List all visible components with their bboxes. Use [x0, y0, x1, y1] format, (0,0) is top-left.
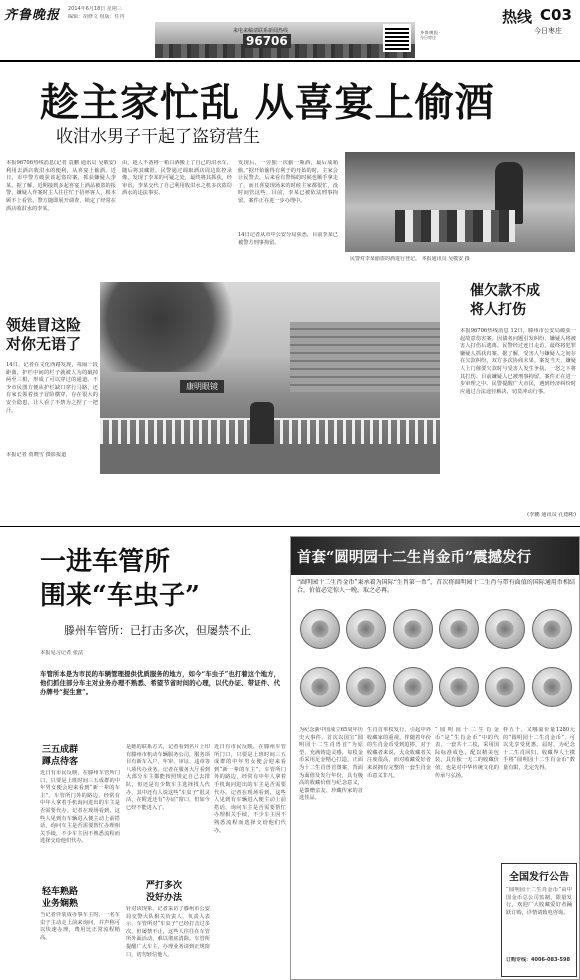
ad-headline: 首套“圆明园十二生肖金币”震撼发行	[297, 549, 532, 566]
newspaper-logo: 齐鲁晚报	[4, 8, 61, 23]
ad-col3: “圆明园十二生肖金币”是“生肖金币”中的代表，一套共十二枚，采用国际标准成色，配以精美包装，具有独一无二的收藏价值，也是对中华传统文化的传承与弘扬。	[435, 727, 499, 779]
subhead-wedding-theft: 收泔水男子干起了盗窃营生	[56, 127, 260, 147]
story4-right-col: 近日有市民反映，在滕州车管所门口，只要是上班时间三五成群的中年男女便会迎来看到“新一辈的车主”。车管所门外的路边，经常有中年人拿着手机询问进出的车主是否需要代办。记者在现场看到，这些人见到有车辆进入便主动上前搭话，询问车主是否需要帮忙办理相关手续，不少车主因不熟悉流程而选择交给他们代办。	[214, 744, 286, 834]
coin-dog	[485, 667, 525, 707]
coin-goat	[346, 667, 386, 707]
headline-wedding-theft: 趁主家忙乱 从喜宴上偷酒	[40, 80, 495, 126]
story4-lead: 车管所本是为市民的车辆管理提供优质服务的地方，如今“车虫子”也打着这个地方，他们抓住部分车主对业务办理不熟悉、希望节省时间的心理，以代办证、带证件、代办牌号“捉生意”。	[40, 670, 280, 696]
pedestrians	[250, 402, 274, 448]
story4-mid-col: 是她的联系方式，记者看到名片上印有滕州市机动车辆服务公司，服务项目有新车入户、年审、审证、违章等八项代办业务。记者在服务大厅看到大部分车主都能按照规定自己去排队，但还是有少数车主选择找人代办，其中还有人说这些“车虫子”很灵活，在附近还有“办证”窗口，但如今已经不能进入了。	[126, 744, 210, 811]
coin-monkey	[393, 667, 433, 707]
headline-car-touts	[40, 545, 290, 613]
section-line-2: 蹲点待客	[42, 757, 79, 767]
ad-col2: 生肖首单枚发行，引起中外收藏家的重视。伴随着年份的生肖金币受到追捧，对于收藏者来说，大众收藏者关注度很高，而对收藏爱好者来说拥有完整的一套生肖金币意义非凡。	[367, 727, 431, 779]
coin-advertisement	[290, 536, 580, 980]
ad-release-title: 全国发行公告	[509, 872, 569, 883]
section-line-2: 业务娴熟	[42, 899, 79, 909]
coin-dragon	[485, 609, 525, 649]
coin-pig	[532, 667, 572, 707]
editors: 编辑：胡修文 组版：任冉	[68, 14, 125, 20]
ad-col4: 样五千。又哪溢价量1280元的“圆明园十二生肖金币”，可以先享受优惠。届时，为纪念十二生肖回归、收藏界人士携手将“圆明园十二生肖金币”数量有限，先定先得。	[503, 727, 575, 771]
liquor-boxes	[395, 210, 515, 242]
masthead	[0, 0, 580, 62]
story4-sec2: 当记者佯装成办事车主时，一名车虫子主动走上前来询问，并声称可以快速办理，费用比正常流程稍高。	[40, 912, 120, 941]
subhead-car-touts: 滕州车管所：已打击多次，但屡禁不止	[64, 624, 251, 637]
section-line-1: 三五成群	[42, 745, 79, 755]
story1-col3: 发现后，一旁独一次偷一瓶酒，最后成箱偷。”据开始偷得有利于的开始的时，主家会让民警去，后来看有警惕的时候也顺手拿走了，而且喜宴现场来的时候主家都很忙，没时间管这些。目前，李某已被依法刑事拘留，案件正在进一步办理中。	[238, 160, 338, 204]
story3-body: 本报96706热线消息 12日，滕州市公安局破获一起故意伤害案，因债务问题引发纠纷，嫌疑人将被害人打伤后逃离。民警经过连日走访，最终将犯罪嫌疑人抓获归案。据了解，受害人与嫌疑人之间存在欠款纠纷，双方多次协商未果。案发当天，嫌疑人上门催要欠款时与受害人发生争执，一怒之下将其打伤。目前嫌疑人已被刑事拘留，案件正在进一步审理之中。民警提醒广大市民，遇到经济纠纷时应通过合法途径解决，切莫冲动行事。	[460, 328, 576, 395]
masthead-rule	[0, 60, 580, 62]
coin-tiger	[393, 609, 433, 649]
issue-date: 2014年6月18日 星期三	[68, 6, 122, 12]
photo-seized-liquor	[345, 152, 575, 252]
ad-phone: 96706	[243, 34, 291, 48]
trees	[100, 282, 250, 372]
headline-line-1: 催欠款不成	[470, 283, 540, 299]
building	[290, 322, 440, 392]
ad-line: 来电来稿请联系新闻热线	[233, 28, 289, 34]
ad-release-phone: 订购专线：4006-083-598	[506, 957, 570, 963]
coin-horse	[300, 667, 340, 707]
story1-col1: 本报96706热线消息(记者 袁鹏 通讯员 吴敬安) 利用去酒店收泔水的便利，从喜宴上偷酒。近日，市中警方破获该起盗窃案，抓获嫌疑人李某。据了解，近期接到多起喜宴上酒品被盗的报警，嫌疑人作案时主人往往忙于招呼客人，根本顾不上看管。警方随即展开调查，锁定了经常在酒店收泔水的李某。	[6, 160, 116, 212]
coin-rooster	[439, 667, 479, 707]
section-title: 热线	[502, 8, 533, 26]
headline-line-2: 对你无语了	[6, 335, 82, 353]
story1-col2: 由，趁人不备将一箱白酒搬上了自己的泔水车，随后将其藏匿。民警通过调取酒店周边监控录像，发现了李某的可疑之处，最终将其抓获。经审讯，李某交代了自己利用收泔水之机多次盗窃酒水的违法事实。	[122, 160, 232, 197]
shop-sign: 康明眼镜	[180, 380, 224, 393]
qr-code-icon	[385, 26, 409, 50]
coin-rabbit	[439, 609, 479, 649]
headline-line-2: 将人打伤	[470, 302, 526, 318]
section-title-gathering	[42, 744, 122, 768]
headline-line-2: 围来“车虫子”	[40, 581, 200, 611]
section-title-crackdown: 严打多次 没好办法	[146, 881, 183, 903]
coin-ox	[346, 609, 386, 649]
photo-street-railing	[100, 282, 440, 474]
coin-rat	[300, 609, 340, 649]
ad-side-text: 齐鲁晚报·今日枣庄	[420, 30, 440, 40]
story4-mid-body: 针对该现象，记者采访了滕州市公安局交警大队相关负责人，负责人表示，车管所对“车虫子”已经打击过多次，但屡禁不止，这些人往往在车管所外面活动，难以彻底清除。车管所提醒广大车主，办理业务请到正规窗口，切勿轻信他人。	[126, 906, 210, 958]
story2-body: 14日，记者在文化西路发现，每隔一段距离，护栏中间的栏子就被人为的破掉两至三根，形成了可以穿过的通道。不少市民图方便从护栏缺口穿行马路，还有家长领着孩子冒险横穿，存在很大的安全隐患，让人看了不禁为之捏了一把汗。	[6, 362, 98, 414]
page-number: C03	[540, 6, 572, 24]
hotline-ad-banner	[155, 22, 415, 58]
story2-credit: 本报记者 贾晓雪 摄影报道	[6, 452, 67, 458]
story4-byline: 本报见习记者 张法	[40, 650, 84, 656]
city-label: 今日枣庄	[534, 27, 562, 35]
ad-release-box	[501, 863, 577, 977]
road	[100, 444, 440, 474]
story1-col4: 14日记者从市中公安分局获悉，目前李某已被警方刑事拘留。	[238, 232, 338, 246]
ad-col1: 为纪念新中国成立65周年历史大事件，首次以国宝“圆明园十二生肖兽首”为原型，充满铸造灵感。每枚金币采用足金精心打造，正面为十二生肖兽首图案，背面为面值及发行年份，具有极高的收藏价值与纪念意义，是馈赠亲友、珍藏传家的首选佳品。	[299, 727, 363, 802]
story4-sec1: 近日有市民反映，在滕州车管所门口，只要是上班时间三五成群的中年男女便会迎来看到“新一辈的车主”。车管所门外的路边，经常有中年人拿着手机询问进出的车主是否需要代办。记者在现场看到，这些人见到有车辆进入便主动上前搭话，询问车主是否需要帮忙办理相关手续，不少车主因不熟悉流程而选择交给他们代办。	[40, 770, 120, 845]
ad-subhead: “圆明园十二生肖金币”秉承着为国际“生肖第一币”，首次将圆明园十二生肖与带有面值的国际通用币相结合，价值必定惊人一晚，取之必再。	[297, 579, 575, 594]
headline-line-1: 领娃冒这险	[6, 316, 82, 334]
coin-grid	[297, 609, 575, 717]
coin-snake	[532, 609, 572, 649]
section-divider	[0, 526, 580, 527]
headline-child-risk	[6, 316, 101, 354]
ad-release-body: “圆明园十二生肖金币”由中国金币总公司监制，限量发行，欢迎广大收藏爱好者踊跃订购，详情请致电咨询。	[506, 887, 572, 916]
story3-credit: (李鹏 通讯员 孔德彬)	[527, 512, 576, 518]
headline-debt-assault	[470, 282, 578, 320]
section-title-skilled	[42, 886, 122, 910]
section-line-1: 轻车熟路	[42, 887, 79, 897]
headline-line-1: 一进车管所	[40, 547, 171, 577]
photo-caption-liquor: 民警对李某偷盗的酒进行登记。 本报通讯员 吴敬安 摄	[350, 256, 470, 262]
